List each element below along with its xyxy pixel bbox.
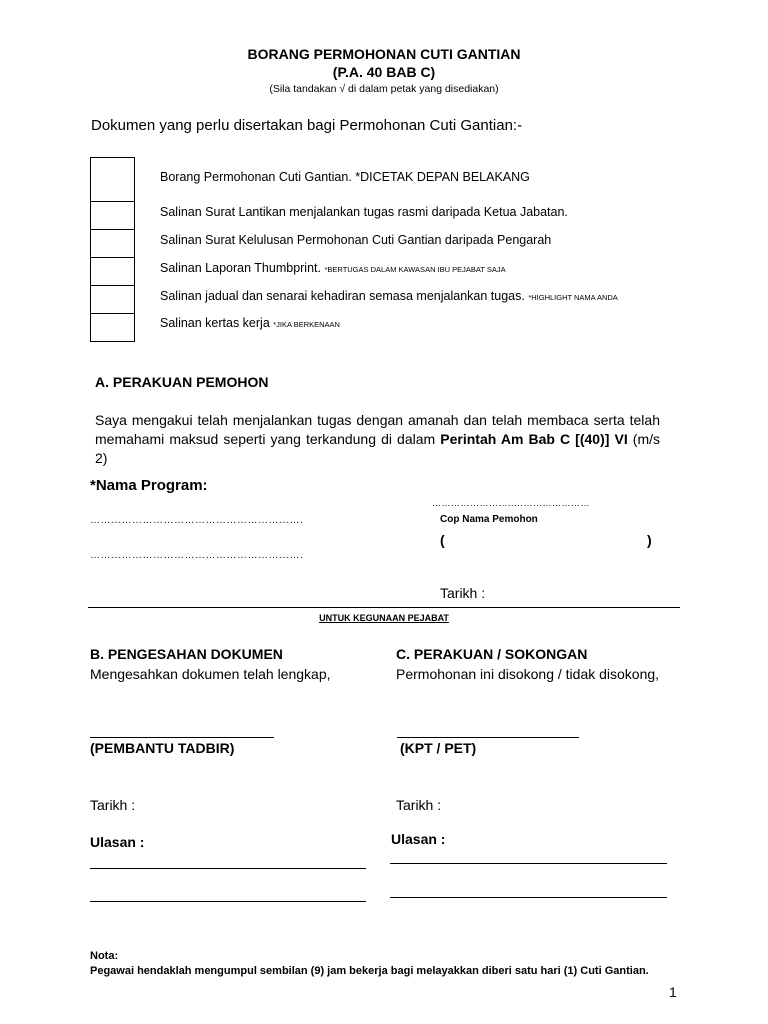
office-use-label: UNTUK KEGUNAAN PEJABAT — [319, 613, 449, 623]
document-item-note: *BERTUGAS DALAM KAWASAN IBU PEJABAT SAJA — [324, 265, 506, 274]
section-b-date-label: Tarikh : — [90, 797, 136, 813]
checkbox-thumbprint[interactable] — [90, 257, 135, 286]
document-item-text: Salinan jadual dan senarai kehadiran semasa menjalankan tugas. — [160, 289, 525, 303]
document-item — [160, 205, 568, 219]
document-item-note: *HIGHLIGHT NAMA ANDA — [528, 293, 618, 302]
applicant-date-label: Tarikh : — [440, 585, 486, 601]
program-label: *Nama Program: — [90, 477, 208, 494]
section-a-statement — [95, 411, 660, 468]
documents-intro: Dokumen yang perlu disertakan bagi Permohonan Cuti Gantian:- — [91, 117, 523, 134]
section-b-comment-line-2[interactable] — [90, 901, 366, 902]
document-item-note: *DICETAK DEPAN BELAKANG — [355, 170, 530, 184]
section-b-role: (PEMBANTU TADBIR) — [90, 740, 235, 756]
section-c-comment-line-2[interactable] — [390, 897, 667, 898]
form-instruction: (Sila tandakan √ di dalam petak yang disediakan) — [269, 83, 499, 95]
divider — [88, 607, 680, 608]
statement-text: Saya mengakui telah menjalankan tugas dengan amanah dan telah membaca serta telah memahami maksud seperti yang terkandung di dalam — [95, 412, 660, 447]
checkbox-surat-kelulusan[interactable] — [90, 229, 135, 258]
section-b-signature-line[interactable] — [90, 737, 274, 738]
section-b-comment-label: Ulasan : — [90, 834, 145, 850]
section-c-signature-line[interactable] — [397, 737, 579, 738]
document-item — [160, 289, 618, 303]
section-c-comment-line-1[interactable] — [390, 863, 667, 864]
paren-close: ) — [647, 532, 652, 548]
document-item-text: Salinan Laporan Thumbprint. — [160, 261, 321, 275]
document-item-text: Borang Permohonan Cuti Gantian. — [160, 170, 352, 184]
section-c-date-label: Tarikh : — [396, 797, 442, 813]
program-name-line-2[interactable]: ……………………………………………………. — [90, 550, 304, 561]
document-item — [160, 233, 551, 247]
document-item-note: *JIKA BERKENAAN — [273, 320, 340, 329]
document-item — [160, 261, 506, 275]
statement-reference: Perintah Am Bab C [(40)] VI — [440, 431, 628, 447]
form-title: BORANG PERMOHONAN CUTI GANTIAN — [247, 46, 521, 62]
signature-line[interactable]: ……………………..…………………… — [432, 498, 591, 508]
paren-open: ( — [440, 532, 445, 548]
nota-text: Pegawai hendaklah mengumpul sembilan (9) jam bekerja bagi melayakkan diberi satu hari (1) Cuti Gantian. — [90, 965, 649, 977]
nota-label: Nota: — [90, 950, 119, 962]
document-item-text: Salinan Surat Kelulusan Permohonan Cuti Gantian daripada Pengarah — [160, 233, 552, 247]
document-item-text: Salinan kertas kerja — [160, 316, 270, 330]
page-number: 1 — [669, 984, 677, 1000]
section-b-heading: B. PENGESAHAN DOKUMEN — [90, 646, 283, 662]
document-item-text: Salinan Surat Lantikan menjalankan tugas rasmi daripada Ketua Jabatan. — [160, 205, 568, 219]
checkbox-borang[interactable] — [90, 157, 135, 202]
section-b-comment-line-1[interactable] — [90, 868, 366, 869]
checkbox-kertas-kerja[interactable] — [90, 313, 135, 342]
program-name-line-1[interactable]: ……………………………………………………. — [90, 515, 304, 526]
section-a-heading: A. PERAKUAN PEMOHON — [95, 374, 269, 390]
cop-label: Cop Nama Pemohon — [440, 514, 538, 525]
document-item — [160, 316, 340, 330]
section-c-heading: C. PERAKUAN / SOKONGAN — [396, 646, 588, 662]
section-c-comment-label: Ulasan : — [391, 831, 446, 847]
section-c-role: (KPT / PET) — [400, 740, 477, 756]
form-code: (P.A. 40 BAB C) — [332, 64, 436, 80]
checkbox-surat-lantikan[interactable] — [90, 201, 135, 230]
section-b-statement: Mengesahkan dokumen telah lengkap, — [90, 666, 331, 682]
document-item — [160, 170, 530, 184]
section-c-statement: Permohonan ini disokong / tidak disokong, — [396, 666, 660, 682]
checkbox-jadual[interactable] — [90, 285, 135, 314]
statement-page-ref: (m/s 2) — [95, 431, 661, 466]
